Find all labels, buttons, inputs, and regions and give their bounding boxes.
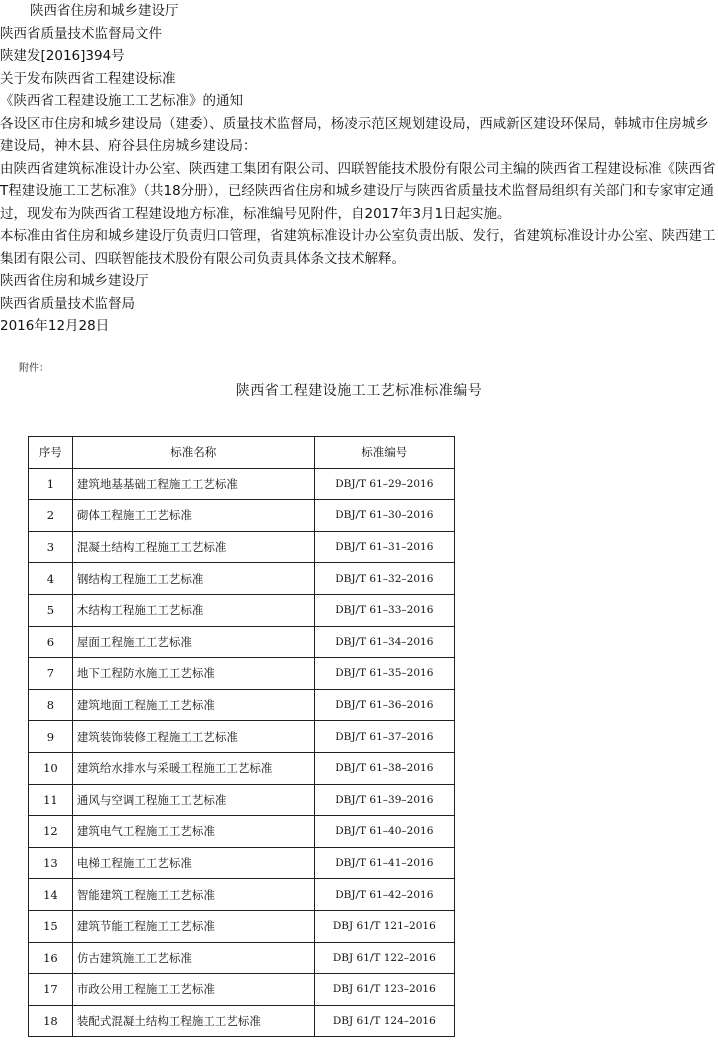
table-header-row <box>29 437 455 469</box>
table-row <box>29 721 455 753</box>
issuer-heading: 陕西省住房和城乡建设厅 <box>30 3 179 19</box>
subject-line-1: 关于发布陕西省工程建设标准 <box>0 70 176 87</box>
row-number: 9 <box>29 721 73 753</box>
table-row <box>29 974 455 1006</box>
table-row <box>29 752 455 784</box>
row-number: 15 <box>29 910 73 942</box>
table-row <box>29 816 455 848</box>
body-paragraph-1: 由陕西省建筑标准设计办公室、陕西建工集团有限公司、四联智能技术股份有限公司主编的陕西省工程建设标准《陕西省T程建设施工工艺标准》（共18分册），已经陕西省住房和城乡建设厅与陕西省质量技术监督局组织有关部门和专家审定通过，现发布为陕西省工程建设地方标准，标准编号见附件，自2017年3月1日起实施。 <box>0 160 716 222</box>
row-standard-code: DBJ/T 61–42–2016 <box>314 879 454 911</box>
document-number: 陕建发[2016]394号 <box>0 48 125 64</box>
row-standard-code: DBJ/T 61–37–2016 <box>314 721 454 753</box>
table-row <box>29 531 455 563</box>
row-standard-code: DBJ 61/T 123–2016 <box>314 974 454 1006</box>
issue-date: 2016年12月28日 <box>0 318 110 334</box>
row-standard-code: DBJ/T 61–41–2016 <box>314 847 454 879</box>
row-number: 10 <box>29 752 73 784</box>
row-number: 17 <box>29 974 73 1006</box>
row-standard-name: 市政公用工程施工工艺标准 <box>72 974 314 1006</box>
row-standard-code: DBJ/T 61–39–2016 <box>314 784 454 816</box>
row-standard-name: 装配式混凝土结构工程施工工艺标准 <box>72 1005 314 1037</box>
row-standard-name: 电梯工程施工工艺标准 <box>72 847 314 879</box>
row-standard-code: DBJ/T 61–30–2016 <box>314 500 454 532</box>
row-standard-code: DBJ/T 61–33–2016 <box>314 594 454 626</box>
standards-table <box>28 436 455 1037</box>
table-row <box>29 626 455 658</box>
table-row <box>29 879 455 911</box>
row-standard-code: DBJ/T 61–40–2016 <box>314 816 454 848</box>
header-number: 序号 <box>29 437 73 469</box>
attachment-label: 附件： <box>19 363 49 374</box>
table-row <box>29 847 455 879</box>
row-standard-name: 地下工程防水施工工艺标准 <box>72 658 314 690</box>
row-standard-name: 建筑电气工程施工工艺标准 <box>72 816 314 848</box>
row-standard-name: 建筑装饰装修工程施工工艺标准 <box>72 721 314 753</box>
body-paragraph-2: 本标准由省住房和城乡建设厅负责归口管理，省建筑标准设计办公室负责出版、发行，省建筑标准设计办公室、陕西建工集团有限公司、四联智能技术股份有限公司负责具体条文技术解释。 <box>0 228 716 267</box>
row-number: 14 <box>29 879 73 911</box>
row-standard-code: DBJ/T 61–31–2016 <box>314 531 454 563</box>
row-standard-code: DBJ/T 61–34–2016 <box>314 626 454 658</box>
signature-issuer-2: 陕西省质量技术监督局 <box>0 295 135 312</box>
row-standard-code: DBJ/T 61–35–2016 <box>314 658 454 690</box>
row-standard-code: DBJ 61/T 121–2016 <box>314 910 454 942</box>
row-standard-name: 建筑地基基础工程施工工艺标准 <box>72 468 314 500</box>
row-standard-code: DBJ 61/T 122–2016 <box>314 942 454 974</box>
row-number: 18 <box>29 1005 73 1037</box>
recipients-paragraph: 各设区市住房和城乡建设局（建委）、质量技术监督局，杨凌示范区规划建设局，西咸新区建设环保局，韩城市住房城乡建设局，神木县、府谷县住房城乡建设局： <box>0 115 709 154</box>
table-row <box>29 689 455 721</box>
row-number: 5 <box>29 594 73 626</box>
row-standard-name: 木结构工程施工工艺标准 <box>72 594 314 626</box>
document-body <box>0 0 718 338</box>
subject-line-2: 《陕西省工程建设施工工艺标准》的通知 <box>0 93 243 109</box>
table-row <box>29 910 455 942</box>
table-row <box>29 1005 455 1037</box>
row-standard-name: 钢结构工程施工工艺标准 <box>72 563 314 595</box>
row-standard-name: 建筑地面工程施工工艺标准 <box>72 689 314 721</box>
row-standard-code: DBJ/T 61–32–2016 <box>314 563 454 595</box>
row-number: 13 <box>29 847 73 879</box>
row-standard-name: 建筑节能工程施工工艺标准 <box>72 910 314 942</box>
row-number: 1 <box>29 468 73 500</box>
row-standard-name: 智能建筑工程施工工艺标准 <box>72 879 314 911</box>
row-number: 12 <box>29 816 73 848</box>
row-standard-name: 仿古建筑施工工艺标准 <box>72 942 314 974</box>
header-standard-name: 标准名称 <box>72 437 314 469</box>
row-standard-code: DBJ 61/T 124–2016 <box>314 1005 454 1037</box>
row-number: 6 <box>29 626 73 658</box>
row-number: 8 <box>29 689 73 721</box>
attachment-title: 陕西省工程建设施工工艺标准标准编号 <box>235 383 483 399</box>
row-number: 3 <box>29 531 73 563</box>
table-row <box>29 942 455 974</box>
row-standard-code: DBJ/T 61–29–2016 <box>314 468 454 500</box>
row-standard-name: 混凝土结构工程施工工艺标准 <box>72 531 314 563</box>
row-standard-name: 通风与空调工程施工工艺标准 <box>72 784 314 816</box>
table-row <box>29 784 455 816</box>
issuer-subheading: 陕西省质量技术监督局文件 <box>0 25 162 42</box>
table-row <box>29 468 455 500</box>
table-body <box>29 468 455 1037</box>
table-row <box>29 594 455 626</box>
row-number: 2 <box>29 500 73 532</box>
table-row <box>29 500 455 532</box>
row-standard-name: 屋面工程施工工艺标准 <box>72 626 314 658</box>
row-standard-name: 砌体工程施工工艺标准 <box>72 500 314 532</box>
table-row <box>29 563 455 595</box>
signature-issuer-1: 陕西省住房和城乡建设厅 <box>0 273 149 289</box>
table-row <box>29 658 455 690</box>
row-standard-code: DBJ/T 61–36–2016 <box>314 689 454 721</box>
row-number: 7 <box>29 658 73 690</box>
header-standard-code: 标准编号 <box>314 437 454 469</box>
row-number: 16 <box>29 942 73 974</box>
row-number: 4 <box>29 563 73 595</box>
row-standard-name: 建筑给水排水与采暖工程施工工艺标准 <box>72 752 314 784</box>
row-number: 11 <box>29 784 73 816</box>
row-standard-code: DBJ/T 61–38–2016 <box>314 752 454 784</box>
